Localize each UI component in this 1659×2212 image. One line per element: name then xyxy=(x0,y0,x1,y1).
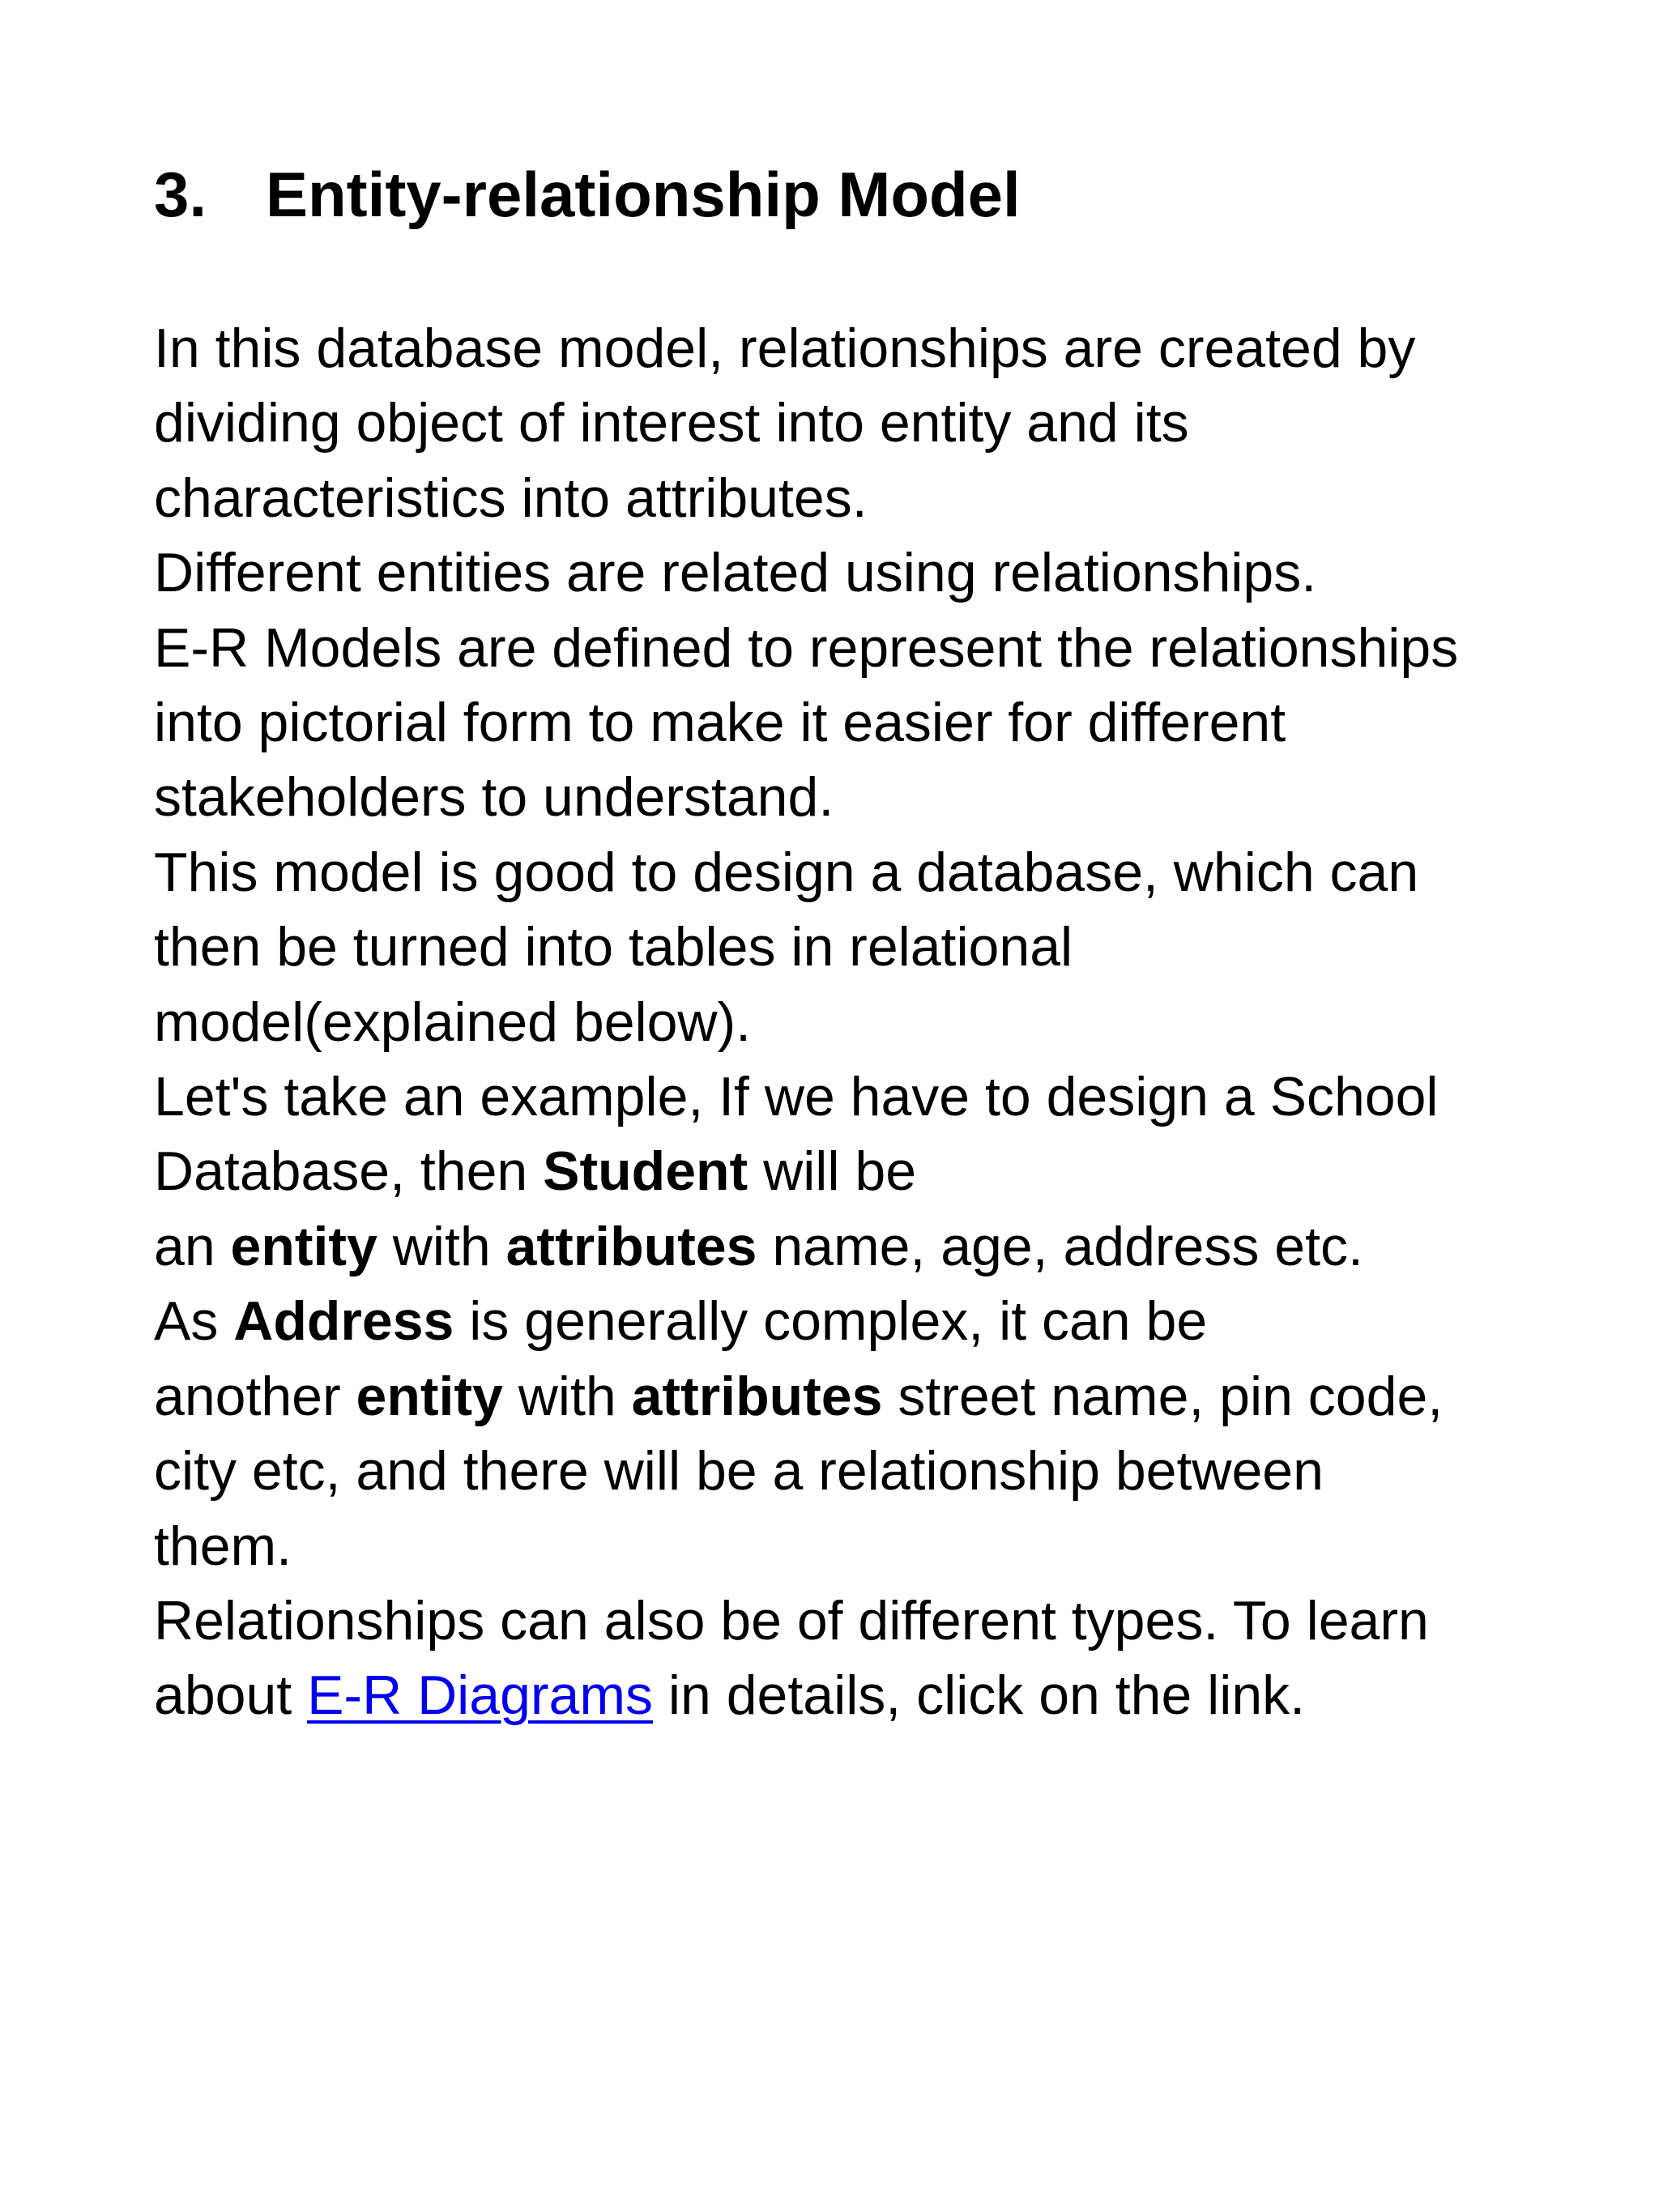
body-line: Different entities are related using relationships. xyxy=(154,542,1317,604)
body-line: city etc, and there will be a relationship between xyxy=(154,1440,1324,1502)
er-diagrams-link[interactable]: E-R Diagrams xyxy=(307,1664,654,1727)
body-line: model(explained below). xyxy=(154,991,752,1053)
bold-term-attributes: attributes xyxy=(631,1365,883,1427)
body-line: Let's take an example, If we have to design a School xyxy=(154,1066,1439,1128)
body-line xyxy=(154,1134,1604,1208)
body-line: stakeholders to understand. xyxy=(154,766,834,829)
text-run: with xyxy=(502,1365,632,1427)
body-line: then be turned into tables in relational xyxy=(154,916,1073,978)
text-run: in details, click on the link. xyxy=(653,1664,1306,1727)
text-run: As xyxy=(154,1290,234,1353)
body-text xyxy=(154,311,1604,1733)
bold-term-entity: entity xyxy=(356,1365,503,1427)
text-run: street name, pin code, xyxy=(882,1365,1444,1427)
body-line xyxy=(154,1658,1604,1733)
body-line xyxy=(154,1209,1604,1284)
body-line xyxy=(154,1359,1604,1434)
text-run: about xyxy=(154,1664,308,1727)
text-run: another xyxy=(154,1365,356,1427)
text-run: with xyxy=(377,1215,506,1277)
body-line: dividing object of interest into entity and its xyxy=(154,392,1189,454)
section-title: Entity-relationship Model xyxy=(266,159,1021,230)
body-line: them. xyxy=(154,1515,292,1577)
bold-term-attributes: attributes xyxy=(505,1215,757,1277)
body-line xyxy=(154,1284,1604,1358)
text-run: will be xyxy=(748,1140,917,1203)
section-number: 3. xyxy=(154,159,207,230)
body-line: E-R Models are defined to represent the relationships xyxy=(154,616,1459,679)
text-run: name, age, address etc. xyxy=(757,1215,1363,1277)
text-run: Database, then xyxy=(154,1140,544,1203)
body-line: characteristics into attributes. xyxy=(154,467,868,529)
section-heading xyxy=(154,154,1572,235)
body-line: In this database model, relationships are created by xyxy=(154,318,1416,379)
bold-term-address: Address xyxy=(233,1290,454,1353)
bold-term-entity: entity xyxy=(230,1215,377,1277)
text-run: an xyxy=(154,1215,231,1277)
bold-term-student: Student xyxy=(543,1140,748,1203)
body-line: Relationships can also be of different types. To learn xyxy=(154,1589,1429,1652)
body-line: This model is good to design a database, which can xyxy=(154,841,1419,903)
text-run: is generally complex, it can be xyxy=(454,1290,1208,1353)
body-line: into pictorial form to make it easier for different xyxy=(154,692,1286,754)
